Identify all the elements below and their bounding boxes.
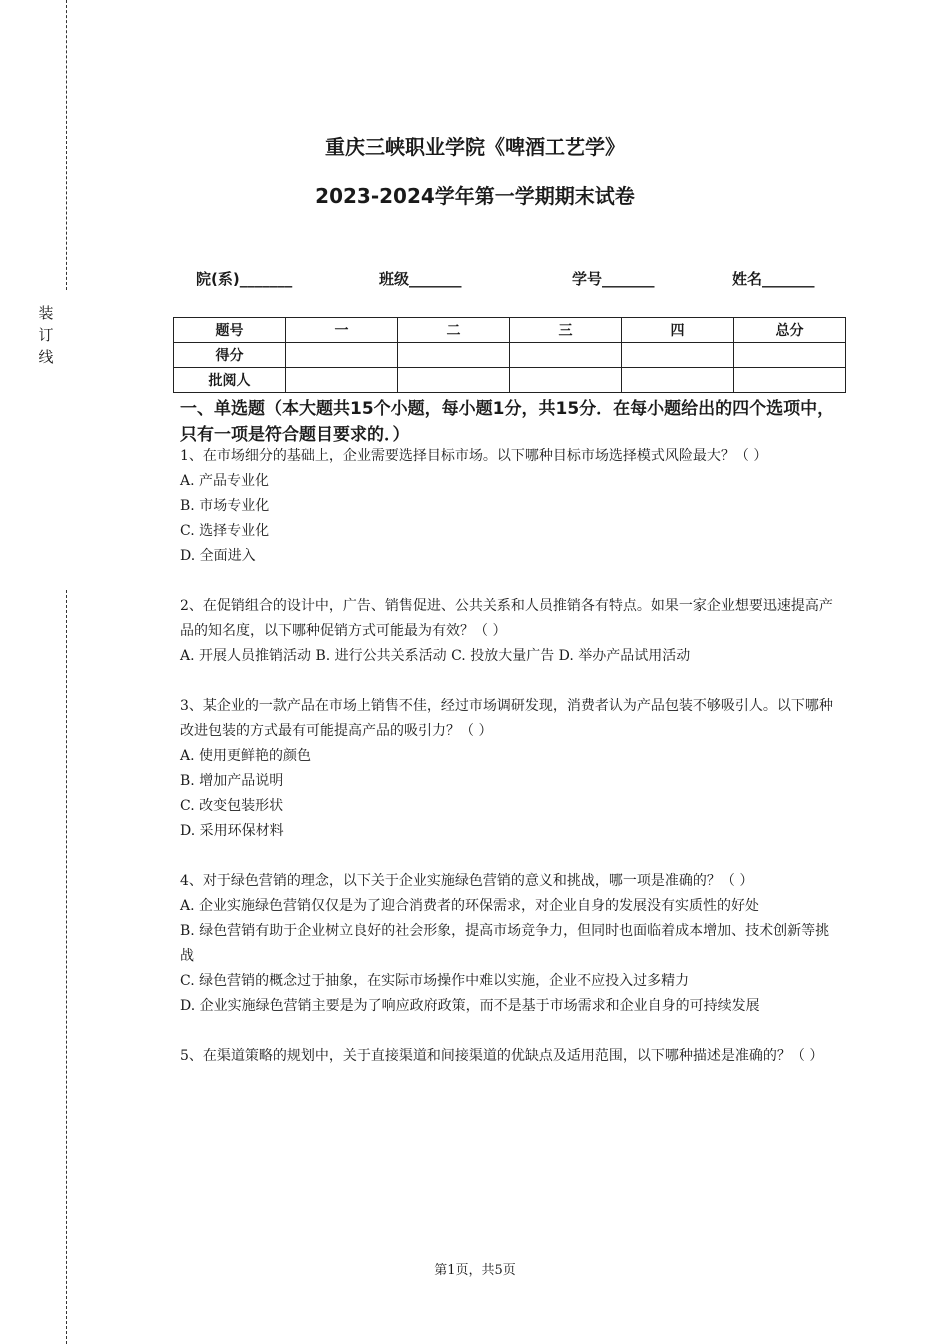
question-stem: 4、对于绿色营销的理念，以下关于企业实施绿色营销的意义和挑战，哪一项是准确的？（ ）: [180, 873, 754, 889]
question-option: C. 选择专业化: [180, 523, 270, 539]
question-option: B. 市场专业化: [180, 498, 270, 514]
question-option: B. 绿色营销有助于企业树立良好的社会形象，提高市场竞争力，但同时也面临着成本增加、技术创新等挑战: [180, 923, 830, 964]
score-cell: [510, 343, 622, 368]
grader-cell: [510, 368, 622, 393]
question-stem: 2、在促销组合的设计中，广告、销售促进、公共关系和人员推销各有特点。如果一家企业想要迅速提高产品的知名度，以下哪种促销方式可能最为有效？（ ）: [180, 598, 833, 639]
score-table-header-cell: 三: [510, 318, 622, 343]
grader-row-label: 批阅人: [174, 368, 286, 393]
score-table-header-cell: 题号: [174, 318, 286, 343]
question-option: D. 采用环保材料: [180, 823, 284, 839]
score-table-header-cell: 一: [286, 318, 398, 343]
spacer: [180, 569, 840, 594]
binding-line-bottom: [66, 590, 67, 1344]
question-option: A. 使用更鲜艳的颜色: [180, 748, 312, 764]
spacer: [180, 669, 840, 694]
name-field: 姓名_______: [732, 270, 815, 288]
question-option: A. 企业实施绿色营销仅仅是为了迎合消费者的环保需求，对企业自身的发展没有实质性的好处: [180, 898, 760, 914]
exam-title-line1: 重庆三峡职业学院《啤酒工艺学》: [325, 135, 625, 159]
binding-label: 装订线: [38, 304, 54, 366]
class-field: 班级_______: [379, 270, 462, 288]
department-field: 院(系)_______: [196, 270, 293, 288]
exam-title-line2: 2023-2024学年第一学期期末试卷: [315, 184, 635, 208]
score-cell: [734, 343, 846, 368]
question-option: B. 增加产品说明: [180, 773, 284, 789]
grader-cell: [622, 368, 734, 393]
score-table-grader-row: [174, 368, 846, 393]
student-id-field: 学号_______: [572, 270, 655, 288]
score-table-header-row: [174, 318, 846, 343]
score-cell: [398, 343, 510, 368]
score-row-label: 得分: [174, 343, 286, 368]
spacer: [180, 844, 840, 869]
score-table-score-row: [174, 343, 846, 368]
grader-cell: [286, 368, 398, 393]
question-stem: 1、在市场细分的基础上，企业需要选择目标市场。以下哪种目标市场选择模式风险最大？（ ）: [180, 448, 768, 464]
grader-cell: [734, 368, 846, 393]
score-cell: [286, 343, 398, 368]
question-option: D. 企业实施绿色营销主要是为了响应政府政策，而不是基于市场需求和企业自身的可持续发展: [180, 998, 760, 1014]
question-option: D. 全面进入: [180, 548, 256, 564]
question-options-line: A. 开展人员推销活动 B. 进行公共关系活动 C. 投放大量广告 D. 举办产品试用活动: [180, 648, 691, 664]
question-stem: 5、在渠道策略的规划中，关于直接渠道和间接渠道的优缺点及适用范围，以下哪种描述是准确的？（ ）: [180, 1048, 824, 1064]
question-stem: 3、某企业的一款产品在市场上销售不佳，经过市场调研发现，消费者认为产品包装不够吸引人。以下哪种改进包装的方式最有可能提高产品的吸引力？（ ）: [180, 698, 833, 739]
score-table-header-cell: 二: [398, 318, 510, 343]
questions-area: [180, 444, 840, 1069]
score-table: [173, 317, 846, 393]
question-option: A. 产品专业化: [180, 473, 270, 489]
score-table-header-cell: 四: [622, 318, 734, 343]
question-option: C. 绿色营销的概念过于抽象，在实际市场操作中难以实施，企业不应投入过多精力: [180, 973, 690, 989]
grader-cell: [398, 368, 510, 393]
page-footer: 第1页，共5页: [434, 1263, 516, 1278]
score-table-header-cell: 总分: [734, 318, 846, 343]
question-option: C. 改变包装形状: [180, 798, 284, 814]
score-cell: [622, 343, 734, 368]
spacer: [180, 1019, 840, 1044]
section-heading: 一、单选题（本大题共15个小题，每小题1分，共15分．在每小题给出的四个选项中，只有一项是符合题目要求的．）: [180, 399, 835, 445]
